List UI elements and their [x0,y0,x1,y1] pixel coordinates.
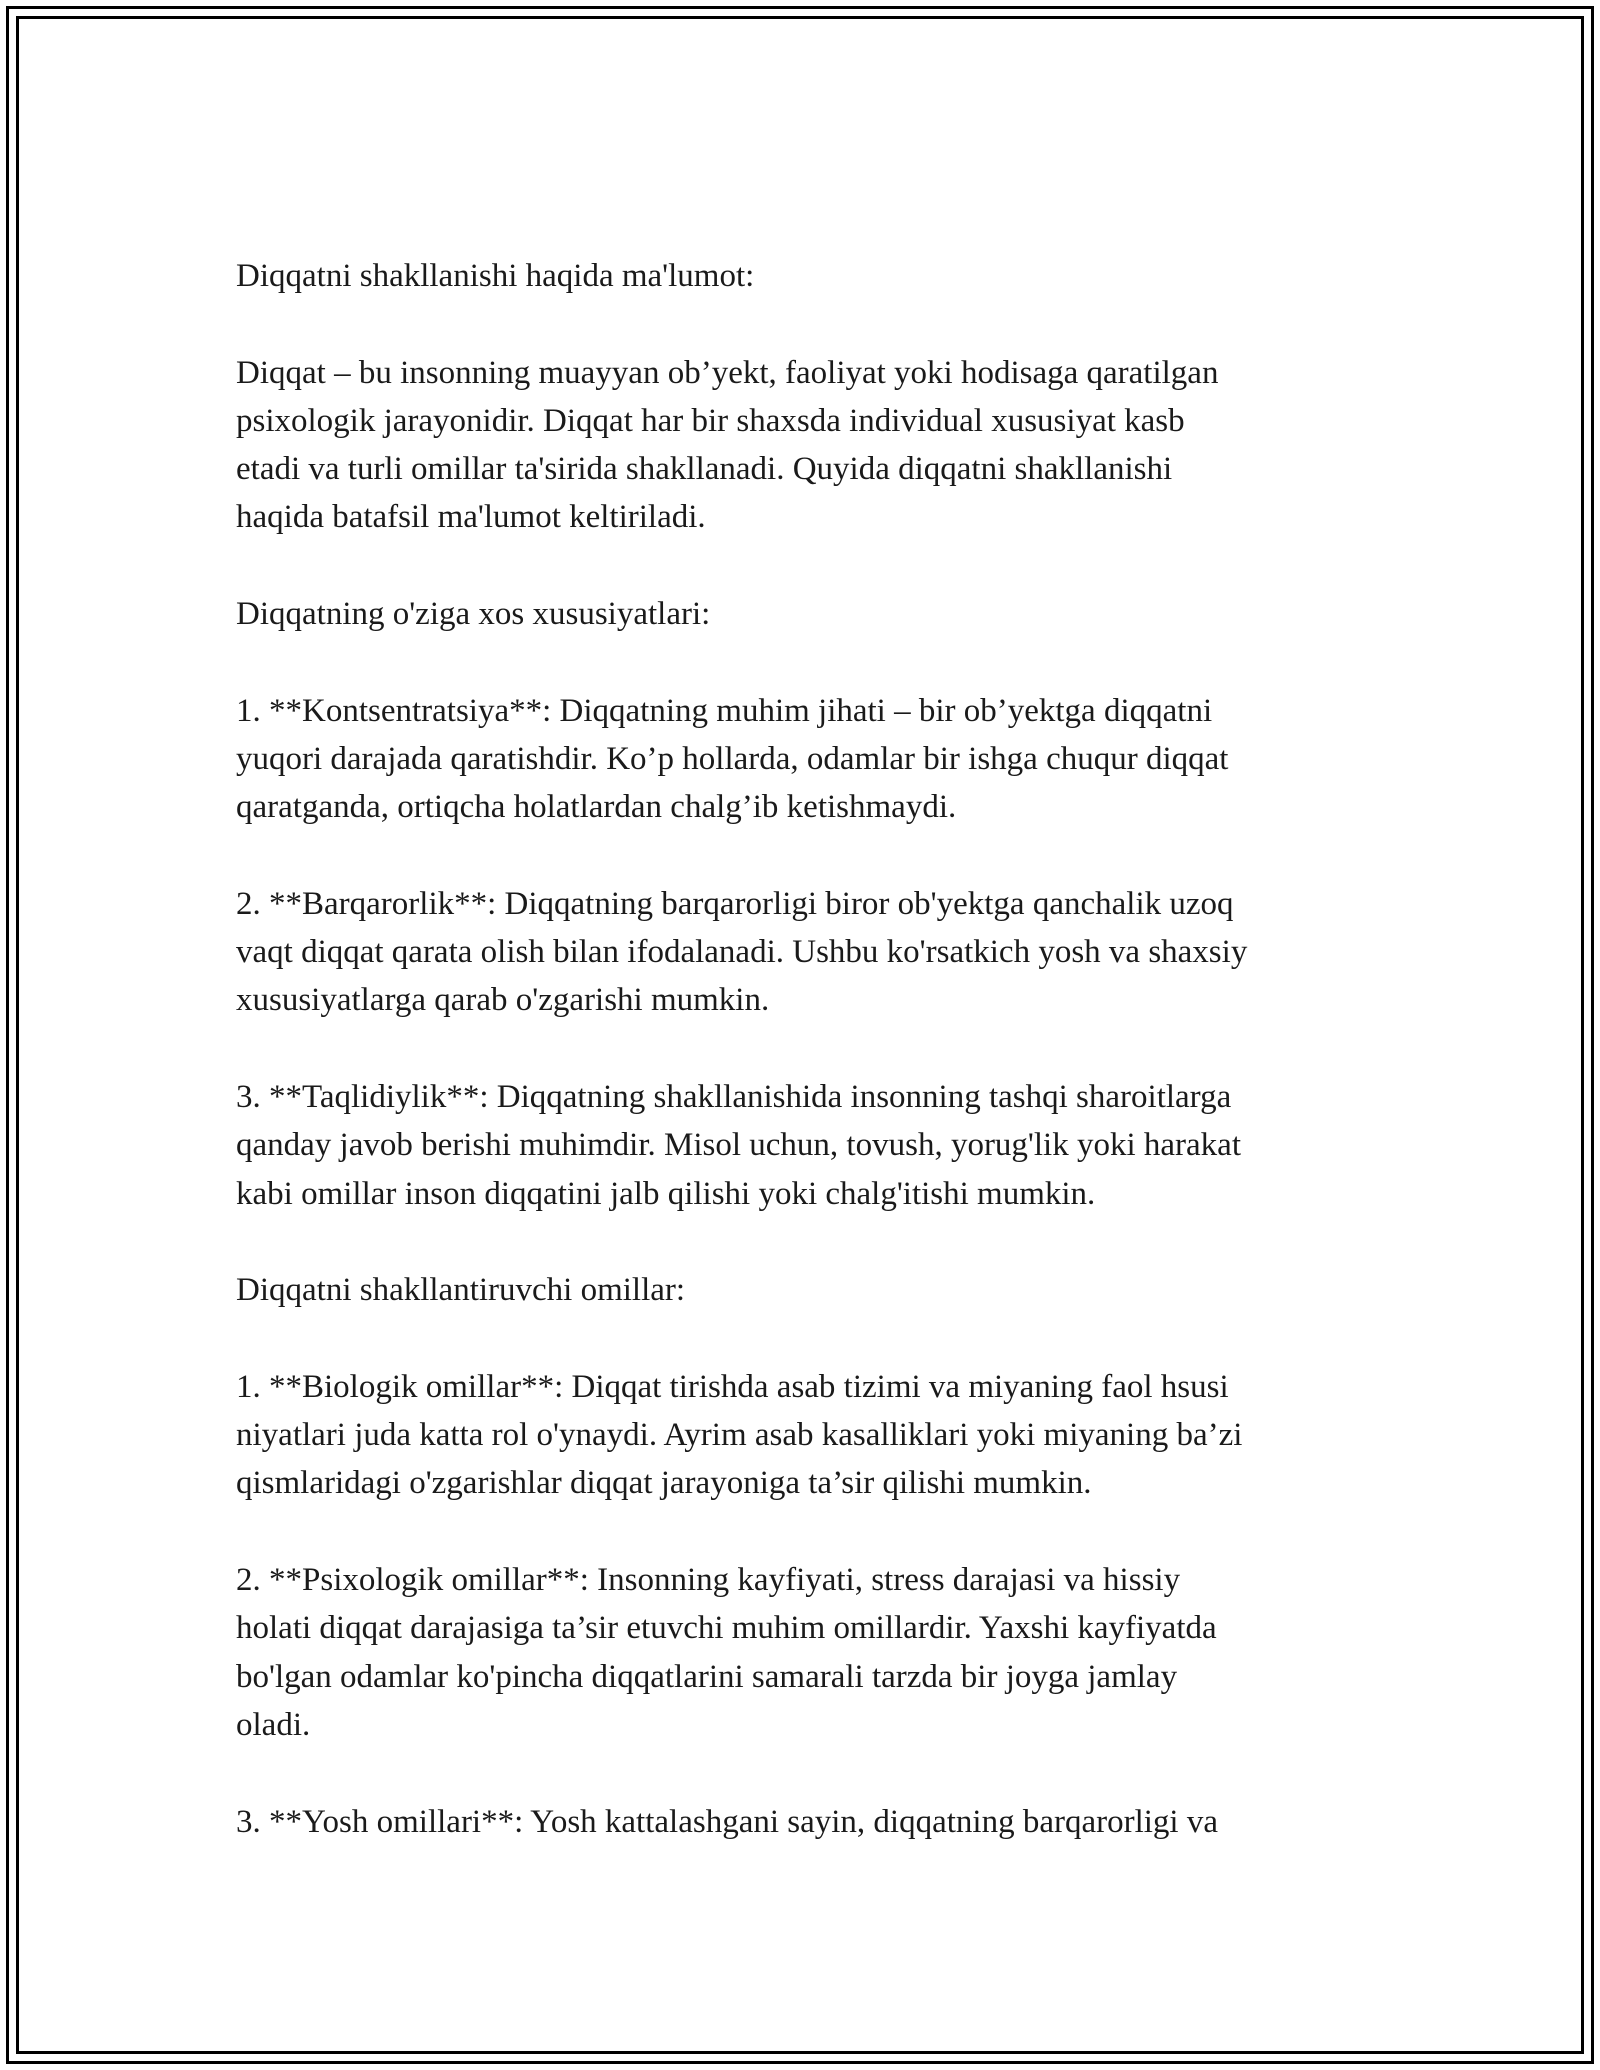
list-item-age: 3. **Yosh omillari**: Yosh kattalashgani sayin, diqqatning barqarorligi va [236,1803,1218,1840]
list-item-stability: 2. **Barqarorlik**: Diqqatning barqarorligi biror ob'yektga qanchalik uzoq vaqt diqqat qarata olish bilan ifodalanadi. Ushbu ko'rsatkich yosh va shaxsiy xususiyatlarga qarab o'zgarishi mumkin. [236,885,1248,1019]
intro-paragraph: Diqqat – bu insonning muayyan ob’yekt, faoliyat yoki hodisaga qaratilgan psixologik jarayonidir. Diqqat har bir shaxsda individual xususiyat kasb etadi va turli omillar ta'sirida shakllanadi. Quyida diqqatni shakllanishi haqida batafsil ma'lumot keltiriladi. [236,354,1219,536]
list-item-biological: 1. **Biologik omillar**: Diqqat tirishda asab tizimi va miyaning faol hsusi niyatlari juda katta rol o'ynaydi. Ayrim asab kasalliklari yoki miyaning ba’zi qismlaridagi o'zgarishlar diqqat jarayoniga ta’sir qilishi mumkin. [236,1368,1243,1502]
section-title-features: Diqqatning o'ziga xos xususiyatlari: [236,596,711,633]
section-title-factors: Diqqatni shakllantiruvchi omillar: [236,1272,686,1309]
document-heading: Diqqatni shakllanishi haqida ma'lumot: [236,258,755,294]
list-item-psychological: 2. **Psixologik omillar**: Insonning kayfiyati, stress darajasi va hissiy holati diqqat darajasiga ta’sir etuvchi muhim omillardir. Yaxshi kayfiyatda bo'lgan odamlar ko'pincha diqqatlarini samarali tarzda bir joyga jamlay oladi. [236,1562,1217,1743]
list-item-imitation: 3. **Taqlidiylik**: Diqqatning shakllanishida insonning tashqi sharoitlarga qanday javob berishi muhimdir. Misol uchun, tovush, yorug'lik yoki harakat kabi omillar inson diqqatini jalb qilishi yoki chalg'itishi mumkin. [236,1079,1241,1212]
document-body [236,252,1376,1846]
list-item-concentration: 1. **Kontsentratsiya**: Diqqatning muhim jihati – bir ob’yektga diqqatni yuqori darajada qaratishdir. Ko’p hollarda, odamlar bir ishga chuqur diqqat qaratganda, ortiqcha holatlardan chalg’ib ketishmaydi. [236,692,1229,826]
